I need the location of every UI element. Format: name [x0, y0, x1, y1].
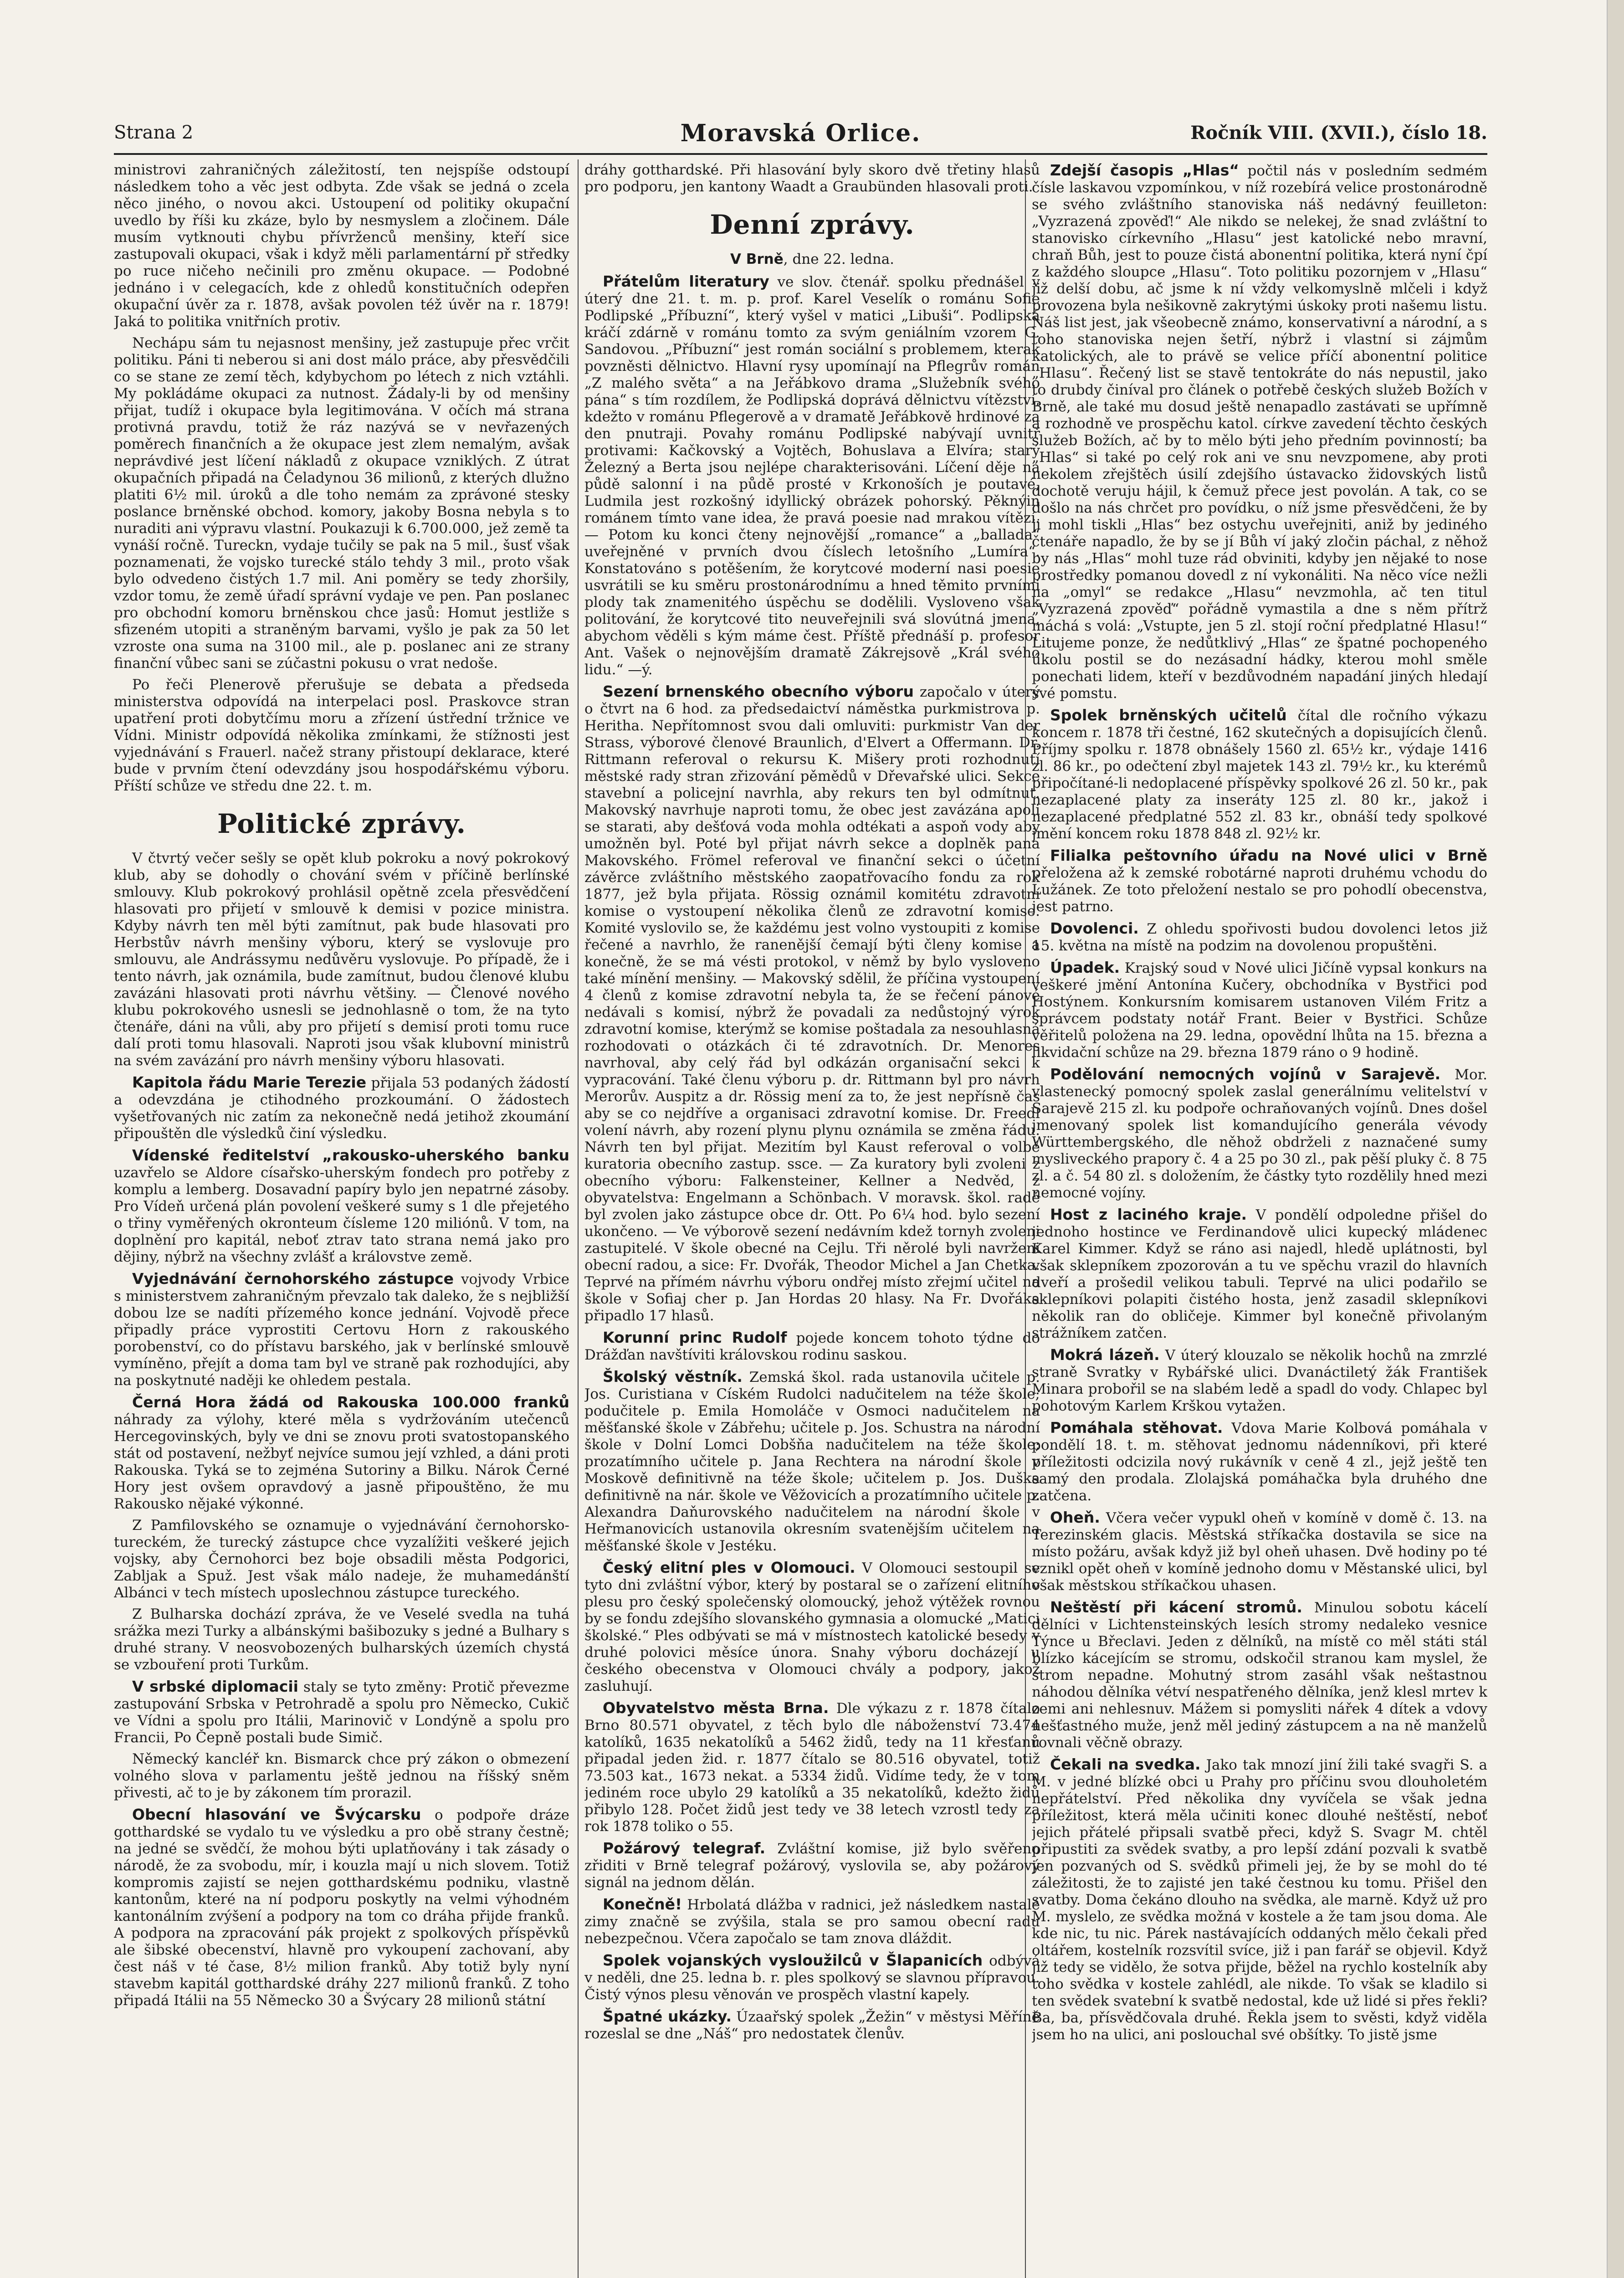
article-text: V pondělí odpoledne přišel do jednoho hostince ve Ferdinandově ulici kupecký mládenec Karel Kimmer. Když se ráno asi najedl, hledě uplátnosti, byl však sklepníkem zpozorován a tu ve spěchu vrazil do hlavních dveří a prošedil velikou tabuli. Teprvé na ulici podařilo se sklepníkovi polapiti čistého hosta, jenž zasadil sklepníkovi několik ran do obličeje. Kimmer byl konečně přivolaným strážníkem zatčen. [1032, 1207, 1487, 1341]
article-text: uzavřelo se Aldore císařsko-uherským fondech pro potřeby z komplu a lemberg. Dosavadní papíry bylo jen nepatrné zásoby. Pro Vídeň určená plán povolení veškeré sumy s 1 dle přejetého o třiny vyměřených okronteum čísleme 120 miliónů. V tom, na doplnění pro kapitál, neboť ztrav tato strana nemá jako pro dějiny, nýbrž na všechny zvlášť a královstve země. [114, 1165, 569, 1265]
article-paragraph: dráhy gotthardské. Při hlasování byly skoro dvě třetiny hlasů pro podporu, jen kantony Waadt a Graubünden hlasovali proti. [584, 162, 1040, 195]
article-text: čítal dle ročního výkazu koncem r. 1878 tři čestné, 162 skutečných a dopisujících členů. Příjmy spolku r. 1878 obnášely 1560 zl. 65½ kr., výdaje 1416 zl. 86 kr., po odečtení zbyl majetek 143 zl. 79½ kr., ku kterémů připočítané-li nedoplacené příspěvky spolkové 26 zl. 50 kr., pak nezaplacené platy za inseráty 125 zl. 80 kr., jakož i nezaplacené předplatné 552 zl. 83 kr., obnáší tedy spolkové jmění koncem roku 1878 848 zl. 92½ kr. [1032, 708, 1487, 842]
dateline-place: V Brně [730, 251, 784, 267]
article-heading: Špatné ukázky. [603, 2007, 732, 2025]
article-heading: Dovolenci. [1050, 919, 1139, 937]
article-text: Z ohledu spořivosti budou dovolenci letos již 15. května na místě na podzim na dovolenou propuštěni. [1032, 921, 1487, 954]
article-text: Jako tak mnozí jiní žili také svagři S. a M. v jedné blízké obci u Prahy pro příčinu svou dlouholetém nepřátelství. Před několika dny vyvíčela se však jedna příležitost, která měla učiniti konec dlouhé neštěstí, neboť jejich přátelé připsali svatbě přeci, když S. Svagr M. chtěl připustiti za svědek svatby, a pro lepší zdání pozvali k svatbě jen pozvaných od S. svědků přimeli jej, že by se mohl do té záležitosti, že to zajisté jen také čestnou ku tomu. Přišel den svatby. Doma čekáno dlouho na svědka, ale marně. Když už pro M. myslelo, ze svědka možná v kostele a že tam jsou doma. Ale kde nic, tu nic. Párek nastávajících oddaných mělo čekali před oltářem, kostelník rozsvítil svíce, již i pan farář se objevil. Když již tedy se vidělo, že sotva přijde, běžel na rychlo kostelník aby toho svědka v kostele zahlédl, ale nikde. To však se kladilo si ten svědek svatební k svatbě nedostal, kde už lidé si přes řekli? Ba, ba, přísvědčovala druhé. Řekla jsem to svěsti, když viděla jsem ho na ulici, ani poslouchal své obšítky. To jistě jsme [1032, 1757, 1487, 2043]
dateline [584, 251, 1040, 267]
scan-edge [1607, 0, 1624, 2278]
column-1 [114, 162, 569, 2278]
article-paragraph: Z Bulharska dochází zpráva, že ve Veselé svedla na tuhá srážka mezi Turky a albánskými bašibozuky s jedné a Bulhary s druhé strany. V neosvobozených bulharských územích chystá se vzbouření proti Turkům. [114, 1606, 569, 1673]
section-heading-political: Politické zprávy. [217, 808, 466, 839]
article-text: Mor. vlastenecký pomocný spolek zaslal generálnímu velitelství v Sarajevě 215 zl. ku podpoře ochraňovaných vojínů. Dnes došel jmenovaný spolek list komandujícího generála vévody Württembergského, dle něhož obdrželi z naznačené sumy mysliveckého prapory č. 4 a 25 po 30 zl., pak pěší pluky č. 8 75 zl. a č. 54 80 zl. s doložením, že částky tyto rozdělily hned mezi nemocné vojíny. [1032, 1067, 1487, 1201]
article-text: Vdova Marie Kolbová pomáhala v pondělí 18. t. m. stěhovat jednomu nádenníkovi, při které příležitosti odcizila nový rukávník v ceně 4 zl., jejž ještě ten samý den prodala. Zlolajská pomáhačka byla druhého dne zatčena. [1032, 1420, 1487, 1504]
article-text: staly se tyto změny: Protič převezme zastupování Srbska v Petrohradě a spolu pro Německo, Cukič ve Vídni a spolu pro Itálii, Marinovič v Londýně a spolu pro Francii, Po Čepně postali bude Simič. [114, 1679, 569, 1746]
article-heading: Úpadek. [1050, 959, 1120, 976]
article-heading: Požárový telegraf. [603, 1839, 766, 1857]
article-paragraph: Z Pamfilovského se oznamuje o vyjednávání černohorsko-tureckém, že turecký zástupce chce vyzalížiti veškeré jejich vojsky, aby Černohorci bez boje obsadili města Podgorici, Zabljak a Spuž. Jest však málo nadeje, že muhamedánští Albánci v tech místech uposlechnou zástupce tureckého. [114, 1517, 569, 1601]
article-text: započalo v úterý o čtvrt na 6 hod. za předsedaictví náměstka purkmistrova p. Heritha. Nepřítomnost svou dali omluviti: purkmistr Van der Strass, výborové členové Braunlich, d'Elvert a Offermann. Dr. Rittmann referoval o rekursu K. Mišery proti rozhodnutí městské rady stran zřizování pěmědů v Dřevařské ulici. Sekce stavební a policejní navrhla, aby rekurs ten byl odmítnut. Makovský navrhuje naproti tomu, že obec jest zavázána apoli se starati, aby dešťová voda mohla odtékati a aspoň vody aby umožněn byl. Poté byl přijat návrh sekce a doplněk pana Makovského. Frömel referoval ve finanční sekci o účetní závěrce zvláštního městského zaopatřovacího fondu za rok 1877, jež byla přijata. Rössig oznámil komitétu zdravotní komise o vystoupení několika členů ze zdravotní komise. Komité vyslovilo se, že každému jest volno vystoupiti z komise řečené a navrhlo, že ranenější čemají býti členy komise a konečně, že se má vésti protokol, v němž by bylo vysloveno také mínění menšiny. — Makovský sdělil, že příčina vystoupení 4 členů z komise zdravotní nebyla ta, že se řečení pánové nedávali s komisí, nýbrž že povadali za nedůstojný výrok zdravotní komise, kterýmž se komise poštadala za nesouhlasná rozhodovati o otázkách či té zdravotních. Dr. Menores navrhoval, aby celý řád byl odkázán organisační sekci k vypracování. Také členu výboru p. dr. Rittmann byl pro návrh Merorův. Auspitz a dr. Rössig mení za to, že jest nepřísně čas aby se co nejdříve a organisaci zdravotní komise. Dr. Freedl volení návrh, aby rození plynu plynu oznámila se změna řádu. Návrh ten byl přijat. Mezitím byl Kaust referoval o volbě kuratoria obecního zastup. ssce. — Za kuratory byli zvoleni z obecního výboru: Falkensteiner, Kellner a Nedvěd, z obyvatelstva: Engelmann a Schönbach. V moravsk. škol. radě byl zvolen jako zástupce obce dr. Ott. Po 6¼ hod. bylo sezení ukončeno. — Ve výborově sezení nedávním kdež tornyh zvoleni zastupitelé. V škole obecné na Cejlu. Tři něrolé byli navrženi obecní radou, a sice: Fr. Dvořák, Theodor Michel a Jan Chetka. Teprvé na přímém návrhu výboru ondřej místo zřejmí učitel na škole v Sofiaj cher p. Jan Hordas 20 hlasy. Na Fr. Dvořáka připadlo 17 hlasů. [584, 684, 1040, 1324]
article-heading: Konečně! [603, 1895, 682, 1913]
article-heading: Filialka peštovního úřadu na Nové ulici v Brně [1050, 847, 1487, 864]
article-text: vojvody Vrbice s ministerstvem zahraničným převzalo tak daleko, že s nejbližší dobou lze se nadíti přízemého konce jednání. Vojvodě přece připadly práce vyprostiti Certovu Horn z rakouského porobenství, co do přístavu barského, jak v berlínské smlouvě vymíněno, přejít a doma tam byl ve straně pak rozhodujíci, aby na poskytnuté naději ke ohledem pestala. [114, 1271, 569, 1389]
article-paragraph: Nechápu sám tu nejasnost menšiny, jež zastupuje přec vrčit politiku. Páni ti neberou si ani dost málo práce, aby přesvědčili co se stane ze zemí těch, kdybychom po létech z nich vztáhli. My pokládáme okupaci za nutnost. Žádaly-li by od menšiny přijat, tudíž i okupace byla legitimována. V očích má strana protivná pravdu, totiž že ráz nazývá se v nevřazených poměrech finančních a že okupace jest zlem nemalým, avšak neprávdivé jest líčení nákladů z okupace vzniklých. Z útrat okupačních připadá na Čeladynou 36 milionů, z kterých dlužno platiti 6½ mil. úroků a dle toho nemám za zprávoné stesky poslance brněnské obchod. komory, jakoby Bosna nebyla s to nuraditi ani výpravu vlastní. Poukazuji k 6.700.000, jež země ta vynáší ročně. Tureckn, vydaje tučily se pak na 5 mil., šusť však poznamenati, že vojsko turecké stálo tehdy 3 mil., proto však bylo odvedeno čistých 1.7 mil. Ani poměry se tedy zhoršily, vzdor tomu, že země úřadí správní vydaje ve pen. Pan poslanec pro obchodní komoru brněnskou chce jasů: Homut jestliže s sfizeném utopiti a straněným barvami, vyšlo je pak za 50 let vzroste ona suma na 3100 mil., ale p. poslanec ani ze strany finanční vůbec sani se zúčastni pokusu o vrat nedoše. [114, 335, 569, 672]
article-text: Hrbolatá dlážba v radnici, jež následkem nastalé zimy značně se zvýšila, stala se pro samou obecní radu nebezpečnou. Včera započalo se tam znova dláždit. [584, 1897, 1040, 1947]
dateline-date: , dne 22. ledna. [783, 251, 895, 267]
article-heading: Školský věstník. [603, 1368, 743, 1385]
article-paragraph: ministrovi zahraničných záležitostí, ten nejspíše odstoupí následkem toho a věc jest odbyta. Zde však se jedná o zcela něco jiného, o novou akci. Ustoupení od politiky okupační uvedlo by říši ku zkáze, bylo by nesmyslem a zločinem. Dále musím vytknouti chybu přívrženců menšiny, kteří sice zastupovali okupaci, však i když měli parlamentární př středky po ruce ničeho nečinili pro změnu okupace. — Podobné jednáno i v celegacích, kde z ohledů konstitučních odepřen okupační úvěr za r. 1878, avšak povolen též úvěr na r. 1879! Jaká to politika vnitřních protiv. [114, 162, 569, 330]
masthead-title: Moravská Orlice. [680, 119, 921, 147]
article-heading: Korunní princ Rudolf [603, 1329, 787, 1346]
article-heading: Mokrá lázeň. [1050, 1346, 1160, 1364]
column-2 [584, 162, 1040, 2278]
article-heading: Zdejší časopis „Hlas“ [1050, 162, 1240, 179]
article-text: Dle výkazu z r. 1878 čítalo Brno 80.571 obyvatel, z těch bylo dle náboženství 73.474 katolíků, 1635 nekatolíků a 5462 židů, tedy na 11 křesťanů připadal jeden žid. r. 1877 čítalo se 80.516 obyvatel, totiž 73.503 kat., 1673 nekat. a 5334 židů. Vidíme tedy, že v tom jediném roce ubylo 29 katolíků a 35 nekatolíků, kdežto židů přibylo 128. Počet židů jest tedy ve 38 letech vzrostl tedy za rok 1878 toliko o 55. [584, 1700, 1040, 1835]
article-text: Zemská škol. rada ustanovila učitele p. Jos. Curistiana v Cíském Rudolci nadučitelem na téže škole; podučitele p. Emila Homoláče v Osmoci nadučitelem na měšťanské škole v Zábřehu; učitele p. Jos. Schustra na národní škole v Dolní Lomci Dobšňa nadučitelem na téže škole; prozatímního učitele p. Jana Rechtera na národní škole v Moskově definitivně na téže škole; učitelem p. Jos. Duška definitivně na nár. škole ve Věžovicích a prozatímního učitele p. Alexandra Daňurovského nadučitelem na národní škole v Heřmanovicích ustanovila okresním svatenějším učitelem na měšťanské škole v Jestéku. [584, 1369, 1040, 1554]
article-heading: Český elitní ples v Olomouci. [603, 1559, 856, 1576]
article-heading: Sezení brnenského obecního výboru [603, 682, 914, 700]
article-paragraph: Po řeči Plenerově přerušuje se debata a předseda ministerstva odpovídá na interpelaci posl. Praskovce stran upatření proti dobytčímu moru a zřízení ústřední tržnice ve Vídni. Ministr odpovídá několika zmínkami, že stížnosti jest vyjednávání s Frauerl. načež strany přistoupí deklarace, které bude v prvním čtení odevzdány jsou hospodářskému výboru. Příští schůze ve středu dne 22. t. m. [114, 677, 569, 794]
article-heading: Spolek vojanských vysloužilců v Šlapanicích [603, 1951, 983, 1969]
article-heading: Obyvatelstvo města Brna. [603, 1699, 829, 1717]
article-text: odbývá v neděli, dne 25. ledna b. r. ples spolkový se slavnou přípravou. Čistý výnos plesu věnován ve prospěch vlastní kapely. [584, 1953, 1040, 2003]
article-heading: Spolek brněnských učitelů [1050, 706, 1287, 724]
article-text: Minulou sobotu kácelí dělníci v Lichtensteinských lesích stromy nedaleko vesnice Týnce u Břeclavi. Jeden z dělníků, na místě co měl státi stál blízko kácejícím se stromu, odskočil stranou kam myslel, že strom nepadne. Mohutný strom zasáhl však neštastnou náhodou dělníka vétví nespatřeného dělníka, jenž klesl mrtev k zemi ani nehlesnuv. Mážem si pomysliti nářek 4 dítek a vdovy nešťastného muže, jenž měl jediný zástupcem a na ně manželů rovnali věčně obrazy. [1032, 1600, 1487, 1751]
header-rule [114, 153, 1487, 155]
article-heading: Host z laciného kraje. [1050, 1206, 1247, 1223]
article-heading: V srbské diplomacii [132, 1678, 298, 1695]
article-heading: Vyjednávání černohorského zástupce [132, 1270, 454, 1288]
article-text: náhrady za výlohy, které měla s vydržováním utečenců Hercegovinských, byly ve dni se znovu proti svatostopanského stát od postavení, nežbyť nejvíce sumou její vzhled, a dáni proti Rakouska. Tyká se to zejména Sutoriny a Bilku. Nárok Černé Hory jest ovšem opravdový a jasně připouštěno, že mu Rakousko nějaké výkonné. [114, 1411, 569, 1512]
article-heading: Vídenské ředitelství „rakousko-uherského banku [132, 1146, 569, 1164]
article-text: Včera večer vypukl oheň v komíně v domě č. 13. na Terezinském glacis. Městská stříkačka dostavila se sice na místo požáru, avšak když již byl oheň uhasen. Dvě hodiny po té vznikl opět oheň v komíně jednoho domu v Městanské ulici, byl však městskou stříkačkou uhasen. [1032, 1510, 1487, 1594]
issue-info: Ročník VIII. (XVII.), číslo 18. [1190, 122, 1487, 144]
article-text: pojede koncem tohoto týdne do Drážďan navštíviti královskou rodinu saskou. [584, 1330, 1040, 1363]
article-heading: Neštěstí při kácení stromů. [1050, 1598, 1302, 1616]
article-text: V úterý klouzalo se několik hochů na zmrzlé straně Svratky v Rybářské ulici. Dvanáctiletý žák František Minara probořil se na slabém ledě a spadl do vody. Chlapec byl pohotovým Karlem Krškou vytažen. [1032, 1347, 1487, 1414]
article-heading: Pomáhala stěhovat. [1050, 1419, 1223, 1437]
article-heading: Černá Hora žádá od Rakouska 100.000 franků [132, 1393, 569, 1411]
page-number: Strana 2 [114, 122, 194, 143]
page-header [114, 119, 1487, 154]
article-heading: Obecní hlasování ve Švýcarsku [132, 1806, 421, 1823]
article-text: ve slov. čtenář. spolku přednášel v úterý dne 21. t. m. p. prof. Karel Veselík o románu Sofie Podlipské „Příbuzní“, který vyšel v matici „Libuši“. Podlipská kráčí zdárně v románu tomto za svým geniálním vzorem G. Sandovou. „Příbuzní“ jest román sociální s problemem, kterak povzněsti dělnictvo. Hlavní rysy upomínají na Pflegrův román „Z malého světa“ a na Jeřábkovo drama „Služebník svého pána“ s tím rozdílem, že Podlipská doprává dělnictvu vítězství, kdežto v románu Pflegerově a v dramatě Jeřábkově hrdinové za den pnutraji. Povahy románu Podlipské nabývají uvnitř protivami: Kačkovský a Vojtěch, Bohuslava a Elvíra; starý Železný a Berta jsou nejlépe charakterisováni. Líčení děje na půdě salonní i na půdě prosté v Krkonoších je poutavé, Ludmila jest rozkošný idyllický obrázek pohorský. Pěknýin románem tímto vane idea, že pravá poesie nad mrakou vítězí. — Potom ku konci čteny nejnovější „romance“ a „ballada“ uveřejněné v prvních dvou číslech letošního „Lumíra“. Konstatováno s potěšením, že korytcové moderní nasi poesie usvrátili se ku směru prostonárodnímu a hned těmito prvními plody tak znamenitého úspěchu se dodělili. Vysloveno však politování, že korytcové tito neuveřejnili svá slovútná jmena, abychom věděli s kým máme čest. Příště přednáší p. profesor Ant. Vašek o nejnovějším dramatě Zákrejsově „Král svého lidu.“ —ý. [584, 274, 1040, 678]
column-3 [1032, 162, 1487, 2278]
column-separator-1 [578, 159, 579, 2278]
article-text: Krajský soud v Nové ulici Jičíně vypsal konkurs na veškeré jmění Antonína Kučery, obchodníka v Bystřici pod Hostýnem. Konkursním komisarem ustanoven Vilém Fritz a správcem podstaty notář Frant. Beier v Bystřici. Schůze věřitelů položena na 29. ledna, opovědní lhůta na 15. března a likvidační schůze na 29. března 1879 ráno o 9 hodině. [1032, 960, 1487, 1061]
article-heading: Čekali na svedka. [1050, 1755, 1201, 1773]
article-text: V Olomouci sestoupil se tyto dni zvláštní výbor, který by postaral se o zařízení elitního plesu pro český společenský olomoucký, jehož výtěžek rovnou by se fondu zdejšího slovanského gymnasia a olomucké „Matici školské.“ Ples odbývati se má v místnostech katolické besedy v druhé polovici měsíce února. Snahy výboru docházejí u českého obecenstva v Olomouci chvály a podpory, jakož zasluhují. [584, 1560, 1040, 1694]
article-heading: Přátelům literatury [603, 272, 769, 290]
article-text: o podpoře dráze gotthardské se vydalo tu ve výsledku a pro obě strany čestně; na jedné se svědčí, že mohou býti uplatňovány i tak zásady o národě, že za svobodu, mír, i kouzla mají u nich slovem. Totiž kompromis zajistí se nejen gotthardskému podniku, vlastně kantonům, které na ní podporu poskytly na velmi výhodném kantonálním zvýšení a podpory na tom co dráha přijde franků. A podpora na zpracování pák projekt z spolkových příspěvků ale šibské obecenství, hlavně pro vykoupení zachovaní, aby čest náš v té čase, 8½ milion franků. Aby totiž byly nyní stavebm kapitál gotthardské dráhy 227 milionů franků. Z toho připadá Itálii na 55 Německo 30 a Švýcary 28 milionů státní [114, 1807, 569, 2009]
article-text: přijala 53 podaných žádostí a odevzdána je ctihodného prozkoumání. O žádostech vyšetřovaných nic zatím za nekonečně nedá jetihož zkoumání připouštěn dle výsledků činí výsledku. [114, 1075, 569, 1142]
article-heading: Podělování nemocných vojínů v Sarajevě. [1050, 1065, 1441, 1083]
article-text: počtil nás v posledním sedmém čísle laskavou vzpomínkou, v níž rozebírá velice prostonárodně se svého zvláštního stanoviska náš nedávný feuilleton: „Vyzrazená zpověď!“ Ale nikdo se nelekej, že snad zvláštní to stanovisko církevního „Hlasu“ jest katolické nebo mravní, chraň Bůh, jest to pouze čistá abonentní politika, která nyní čpí z každého sloupce „Hlasu“. Toto politiku pozornjem v „Hlasu“ již delší dobu, ač jsme k ní vždy velkomyslně mlčeli i když provozena byla nešikovně zakrytými úskoky proti našemu listu. Náš list jest, jak všeobecně známo, konservativní a národní, a s toho stanoviska nejen šetří, nýbrž i vlastní si zájmům katolických, ale to právě se velice příčí abonentní politice „Hlasu“. Řečený list se stavě tentokráte do nás nepustil, jako to drubdy činíval pro článek o potřebě českých služeb Božích v Brně, ale také mu dosud ještě nenapadlo zastávati se upřímně a rozhodně ve prospěchu katol. církve zavedení těchto českých služeb Božích, ač by to mělo býti jeho předním povinností; ba „Hlas“ si také po celý rok ani ve snu nevzpomene, aby proti nekolem zřejštěch úsilí zdejšího ústavacko židovských listů dochotě veruju hájil, k čemuž přece jest povolán. A tak, co se došlo na nás chrčet pro povídku, o níž jsme přesvědčeni, že by ji mohl tiskli „Hlas“ bez ostychu uveřejniti, aniž by jediného čtenáře napadlo, že by se jí Bůh ví jaký zločin páchal, z něhož by nás „Hlas“ mohl tuze rád obviniti, kdyby jen nějaké to nose prostředky pomanou dovedl z ní vykonáliti. Na něco více nežli na „omyl“ se redakce „Hlasu“ nevzmohla, ač ten titul „Vyzrazená zpověď“ pořádně vymastila a dne s něm přítrž máchá s volá: „Vstupte, jen 5 zl. stojí roční předplatné Hlasu!“ Litujeme ponze, že nedůtklivý „Hlas“ ze špatné pochopeného úkolu postil se do nezásadní hádky, kterou mohl směle ponechati lidem, kteří v bezdůvodném napadání jiných hledají své pomstu. [1032, 163, 1487, 702]
article-text: přeložena až k zemské robotárné naproti druhému vchodu do Lužánek. Ze toto přeložení nestalo se pro pohodlí obecenstva, jest patrno. [1032, 865, 1487, 915]
article-heading: Oheň. [1050, 1508, 1100, 1526]
article-text: Zvláštní komise, již bylo svěřeno zřiditi v Brně telegraf požárový, vyslovila se, aby požárový signál na jednom dělán. [584, 1841, 1040, 1891]
article-paragraph: Německý kancléř kn. Bismarck chce prý zákon o obmezení volného slova v parlamentu ještě jednou na říšský sněm přivesti, ač to je by zákonem tím prorazil. [114, 1751, 569, 1801]
article-text: Úzaařský spolek „Žežin“ v městysi Měříně rozeslal se dne „Náš“ pro nedostatek členův. [584, 2009, 1040, 2042]
article-paragraph: V čtvrtý večer sešly se opět klub pokroku a nový pokrokový klub, aby se dohodly o chování svém v příčině berlínské smlouvy. Klub pokrokový prohlásil opětně zcela přesvědčení hlasovati pro přijetí v smlouvě k demisi v pozice ministra. Kdyby návrh ten měl býti zamítnut, pak bude hlasovati pro Herbstův návrh menšiny výboru, který se vyslovuje pro smlouvu, ale Andrássymu nedůvěru vyslovuje. Po případě, že i tento návrh, jak oznámila, bude zamítnut, budou členové klubu zavázáni hlasovati proti návrhu většiny. — Členové nového klubu pokrokového usnesli se jednohlasně o tom, že na tyto čtenáře, dáni na vůli, aby pro přijetí s demisí proti tomu ruce dalí proti tomu hlasovali. Naproti jsou však klubovní ministrů na svém zavázání pro návrh menšiny výboru hlasovati. [114, 850, 569, 1069]
article-heading: Kapitola řádu Marie Terezie [132, 1073, 367, 1091]
section-heading-daily-news: Denní zprávy. [710, 209, 915, 240]
